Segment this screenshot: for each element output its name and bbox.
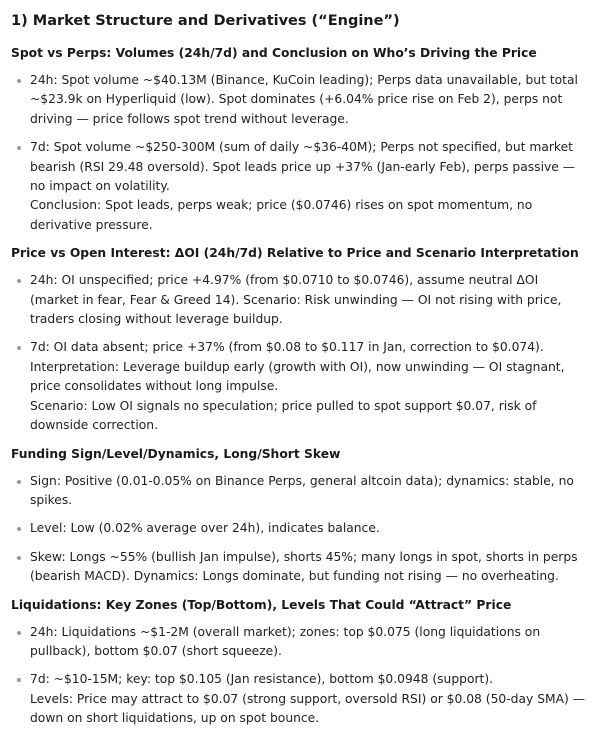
list-item-text: 24h: Spot volume ~$40.13M (Binance, KuCoin leading); Perps data unavailable, but total ~$23.9k on Hyperliquid (low). Spot dominates (+6.04% price rise on Feb 2), perps not driving — price follows spot trend without leverage. (30, 73, 578, 126)
section-heading: Funding Sign/Level/Dynamics, Long/Short Skew (11, 446, 341, 461)
list-item-text: Sign: Positive (0.01-0.05% on Binance Perps, general altcoin data); dynamics: stable, no spikes. (30, 473, 574, 507)
list-item-text: 7d: OI data absent; price +37% (from $0.08 to $0.117 in Jan, correction to $0.074). (30, 340, 544, 355)
list-item (11, 271, 590, 329)
bullet-list (11, 271, 590, 435)
list-item-text: 24h: Liquidations ~$1-2M (overall market); zones: top $0.075 (long liquidations on pullback), bottom $0.07 (short squeeze). (30, 624, 541, 658)
section-funding (11, 446, 590, 587)
list-item-text: Scenario: Low OI signals no speculation; price pulled to spot support $0.07, risk of downside correction. (30, 398, 537, 433)
list-item-text: Levels: Price may attract to $0.07 (strong support, oversold RSI) or $0.08 (50-day SMA) — down on short liquidations, up on spot bounce. (30, 691, 586, 726)
list-item-text: Interpretation: Leverage buildup early (growth with OI), now unwinding — OI stagnant, price consolidates without long impulse. (30, 359, 565, 394)
list-item (11, 548, 590, 587)
section-heading: Liquidations: Key Zones (Top/Bottom), Levels That Could “Attract” Price (11, 597, 512, 612)
list-item-text: 7d: Spot volume ~$250-300M (sum of daily ~$36-40M); Perps not specified, but market bearish (RSI 29.48 oversold). Spot leads price up +37% (Jan-early Feb), perps passive — no impact on volatility. (30, 140, 576, 194)
list-item (11, 472, 590, 511)
list-item-text: 24h: OI unspecified; price +4.97% (from $0.0710 to $0.0746), assume neutral ΔOI (market in fear, Fear & Greed 14). Scenario: Risk unwinding — OI not rising with price, traders closing without leverage buildup. (30, 273, 562, 327)
list-item-text: Conclusion: Spot leads, perps weak; price ($0.0746) rises on spot momentum, no derivative pressure. (30, 198, 533, 232)
document-title: 1) Market Structure and Derivatives (“Engine”) (11, 13, 400, 29)
section-spot-vs-perps (11, 45, 590, 235)
bullet-list (11, 472, 590, 587)
list-item-text: Skew: Longs ~55% (bullish Jan impulse), shorts 45%; many longs in spot, shorts in perps (bearish MACD). Dynamics: Longs dominate, but funding not rising — no overheating. (30, 549, 578, 584)
list-item (11, 670, 590, 728)
list-item (11, 71, 590, 129)
list-item-text: Level: Low (0.02% average over 24h), indicates balance. (30, 521, 380, 536)
list-item (11, 623, 590, 662)
section-price-vs-oi (11, 245, 590, 435)
section-heading: Price vs Open Interest: ΔOI (24h/7d) Relative to Price and Scenario Interpretation (11, 246, 579, 261)
list-item (11, 519, 590, 538)
list-item (11, 138, 590, 235)
section-liquidations (11, 597, 590, 729)
bullet-list (11, 623, 590, 729)
list-item-text: 7d: ~$10-15M; key: top $0.105 (Jan resistance), bottom $0.0948 (support). (30, 672, 494, 687)
bullet-list (11, 71, 590, 235)
section-heading: Spot vs Perps: Volumes (24h/7d) and Conclusion on Who’s Driving the Price (11, 46, 537, 60)
list-item (11, 338, 590, 435)
